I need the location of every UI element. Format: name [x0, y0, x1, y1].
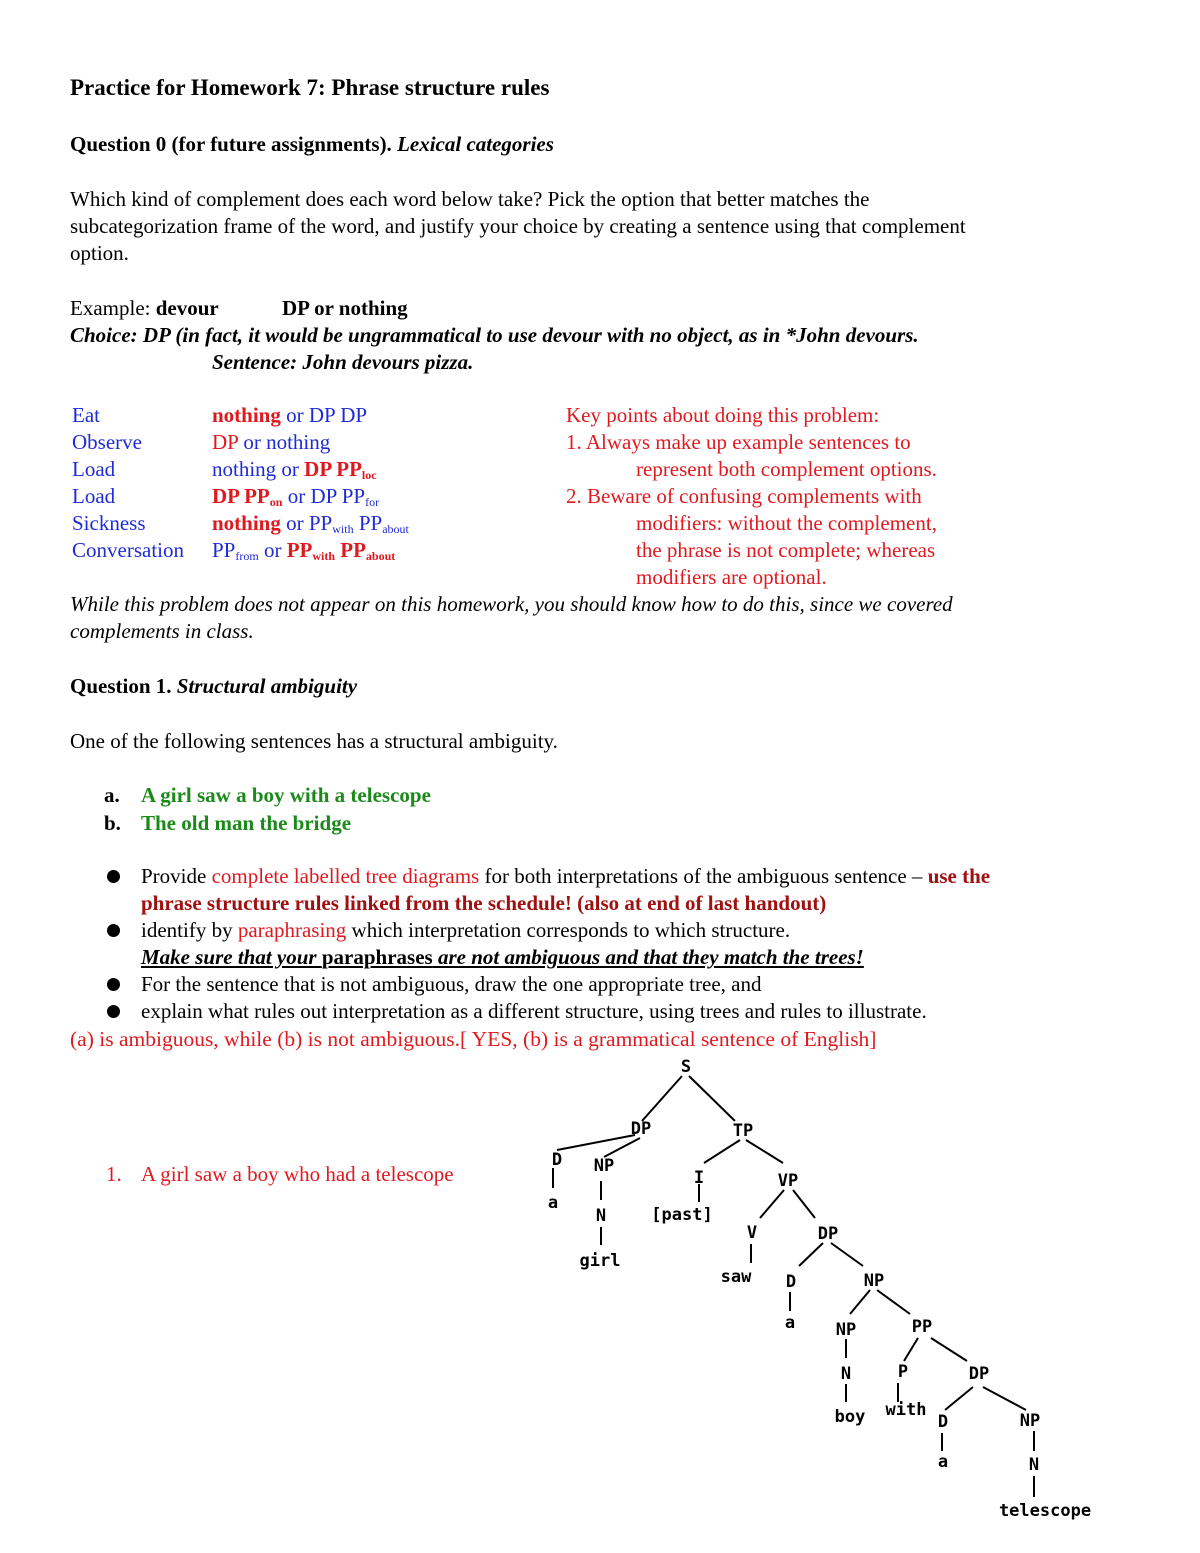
node-tp: TP: [732, 1121, 754, 1141]
choice-line: Choice: DP (in fact, it would be ungrammatical to use devour with no object, as in *John devours.: [70, 323, 919, 347]
node-np-4: NP: [1019, 1411, 1041, 1431]
word-eat: Eat: [72, 403, 100, 427]
note-line2: complements in class.: [70, 619, 254, 643]
option-conversation-a-text: PP: [212, 538, 236, 562]
option-load1-or: or: [276, 457, 305, 481]
word-conversation: Conversation: [72, 538, 184, 562]
key-points-title: Key points about doing this problem:: [566, 403, 880, 427]
bullet-4: explain what rules out interpretation as a different structure, using trees and rules to illustrate.: [141, 999, 927, 1023]
branch: [850, 1290, 870, 1314]
branch: [642, 1076, 682, 1121]
node-i: I: [693, 1168, 705, 1188]
branch: [831, 1243, 863, 1266]
option-conversation-a-sub: from: [235, 549, 259, 563]
word-load-2: Load: [72, 484, 116, 508]
node-dp: DP: [630, 1119, 652, 1139]
option-sickness-b1-sub: with: [332, 522, 354, 536]
node-np-1: NP: [593, 1156, 615, 1176]
option-load1-b-text: DP PP: [304, 457, 362, 481]
branch: [983, 1387, 1026, 1410]
bullet-1-red: complete labelled tree diagrams: [211, 864, 480, 888]
example-word: devour: [155, 296, 219, 320]
node-d-2: D: [785, 1272, 797, 1292]
word-girl: girl: [579, 1251, 621, 1271]
branch: [931, 1338, 967, 1361]
node-v: V: [746, 1223, 758, 1243]
page-title: Practice for Homework 7: Phrase structure rules: [70, 75, 550, 100]
node-np-2: NP: [863, 1271, 885, 1291]
word-observe: Observe: [72, 430, 142, 454]
option-observe-a: DP: [212, 430, 239, 454]
node-np-3: NP: [835, 1320, 857, 1340]
option-load2-a-sub: on: [269, 495, 283, 509]
branch: [945, 1387, 973, 1410]
q0-intro-line2: subcategorization frame of the word, and justify your choice by creating a sentence using that complement: [70, 214, 966, 238]
option-conversation-b2-sub: about: [365, 549, 396, 563]
q1-heading-label: Question 1.: [70, 674, 172, 698]
key-point-1: 1. Always make up example sentences to: [566, 430, 911, 454]
option-conversation-b2: PP: [335, 538, 366, 562]
item-a-text: A girl saw a boy with a telescope: [141, 783, 431, 807]
option-sickness-b2: PP: [353, 511, 383, 535]
option-eat-a: nothing: [212, 403, 281, 427]
bullet-3: For the sentence that is not ambiguous, draw the one appropriate tree, and: [141, 972, 762, 996]
option-sickness-a: nothing: [212, 511, 281, 535]
node-s: S: [680, 1057, 692, 1077]
bullet-2-red: paraphrasing: [237, 918, 347, 942]
option-load2-a-text: DP PP: [212, 484, 270, 508]
tree-labels: [548, 1057, 1091, 1521]
key-point-1-cont: represent both complement options.: [636, 457, 937, 481]
bullet-1-mid: for both interpretations of the ambiguous sentence –: [479, 864, 928, 888]
key-point-2: 2. Beware of confusing complements with: [566, 484, 922, 508]
branch: [904, 1338, 918, 1361]
bullet-1-cont: phrase structure rules linked from the schedule! (also at end of last handout): [141, 891, 827, 915]
word-load-1: Load: [72, 457, 116, 481]
option-conversation-b1-sub: with: [312, 549, 336, 563]
branch: [799, 1243, 823, 1266]
option-load2-or: or: [282, 484, 311, 508]
branch: [689, 1076, 735, 1121]
node-dp-3: DP: [968, 1364, 990, 1384]
item-b-text: The old man the bridge: [141, 811, 352, 835]
word-a-1: a: [547, 1193, 559, 1213]
item-a-label: a.: [104, 783, 120, 807]
node-dp-2: DP: [817, 1224, 839, 1244]
bullet-2-note-a: Make sure that your: [141, 945, 322, 969]
word-sickness: Sickness: [72, 511, 146, 535]
q0-heading-label: Question 0 (for future assignments).: [70, 132, 392, 156]
branch: [793, 1190, 815, 1218]
option-conversation-b1: PP: [286, 538, 313, 562]
option-eat-b: DP DP: [308, 403, 368, 427]
bullet-1-pre: Provide: [141, 864, 212, 888]
example-options: DP or nothing: [282, 296, 408, 320]
answer-line: (a) is ambiguous, while (b) is not ambiguous.[ YES, (b) is a grammatical sentence of English]: [70, 1027, 877, 1051]
node-n-3: N: [840, 1364, 852, 1384]
option-observe-b: nothing: [266, 430, 331, 454]
key-point-2-cont2: the phrase is not complete; whereas: [636, 538, 936, 562]
option-sickness-or: or: [280, 511, 309, 535]
word-a-3: a: [937, 1452, 949, 1472]
key-point-2-cont1: modifiers: without the complement,: [636, 511, 937, 535]
node-vp: VP: [777, 1171, 799, 1191]
option-load1-b-sub: loc: [361, 468, 377, 482]
node-d-1: D: [551, 1150, 563, 1170]
word-past: [past]: [651, 1205, 713, 1225]
branch: [877, 1290, 910, 1314]
bullet-2-note-c: are not ambiguous and that they match the trees!: [432, 945, 864, 969]
q0-heading-topic: Lexical categories: [397, 132, 554, 156]
item-b-label: b.: [104, 811, 121, 835]
sentence-line: Sentence: John devours pizza.: [212, 350, 474, 374]
word-a-2: a: [784, 1313, 796, 1333]
option-conversation-or: or: [258, 538, 287, 562]
option-load2-b-sub: for: [365, 495, 380, 509]
word-telescope: telescope: [998, 1501, 1092, 1521]
bullet-2-post: which interpretation corresponds to which structure.: [346, 918, 791, 942]
branch: [760, 1190, 784, 1218]
q1-intro: One of the following sentences has a structural ambiguity.: [70, 729, 558, 753]
node-n-4: N: [1028, 1455, 1040, 1475]
node-n-1: N: [595, 1206, 607, 1226]
bullet-2-pre: identify by: [141, 918, 238, 942]
q1-heading-topic: Structural ambiguity: [176, 674, 358, 698]
node-pp: PP: [911, 1317, 933, 1337]
option-load1-a: nothing: [212, 457, 277, 481]
example-prefix: Example:: [70, 296, 151, 320]
branch: [704, 1140, 740, 1163]
bullet-2-note-b: paraphrases: [321, 945, 433, 969]
node-d-3: D: [937, 1412, 949, 1432]
option-observe-or: or: [238, 430, 267, 454]
branch: [746, 1140, 783, 1163]
interp1-num: 1.: [106, 1162, 122, 1186]
option-load2-b-text: DP PP: [310, 484, 366, 508]
option-sickness-b2-sub: about: [382, 522, 409, 536]
option-sickness-b1: PP: [308, 511, 333, 535]
q0-intro-line3: option.: [70, 241, 129, 265]
q0-intro-line1: Which kind of complement does each word below take? Pick the option that better matches the: [70, 187, 870, 211]
node-p: P: [897, 1362, 909, 1382]
word-saw: saw: [720, 1267, 752, 1287]
interp1-text: A girl saw a boy who had a telescope: [141, 1162, 454, 1186]
note-line1: While this problem does not appear on this homework, you should know how to do this, since we covered: [70, 592, 953, 616]
option-eat-or: or: [280, 403, 309, 427]
key-point-2-cont3: modifiers are optional.: [636, 565, 827, 589]
word-with: with: [885, 1400, 927, 1420]
bullet-1-bold: use the: [927, 864, 991, 888]
word-boy: boy: [834, 1407, 866, 1427]
